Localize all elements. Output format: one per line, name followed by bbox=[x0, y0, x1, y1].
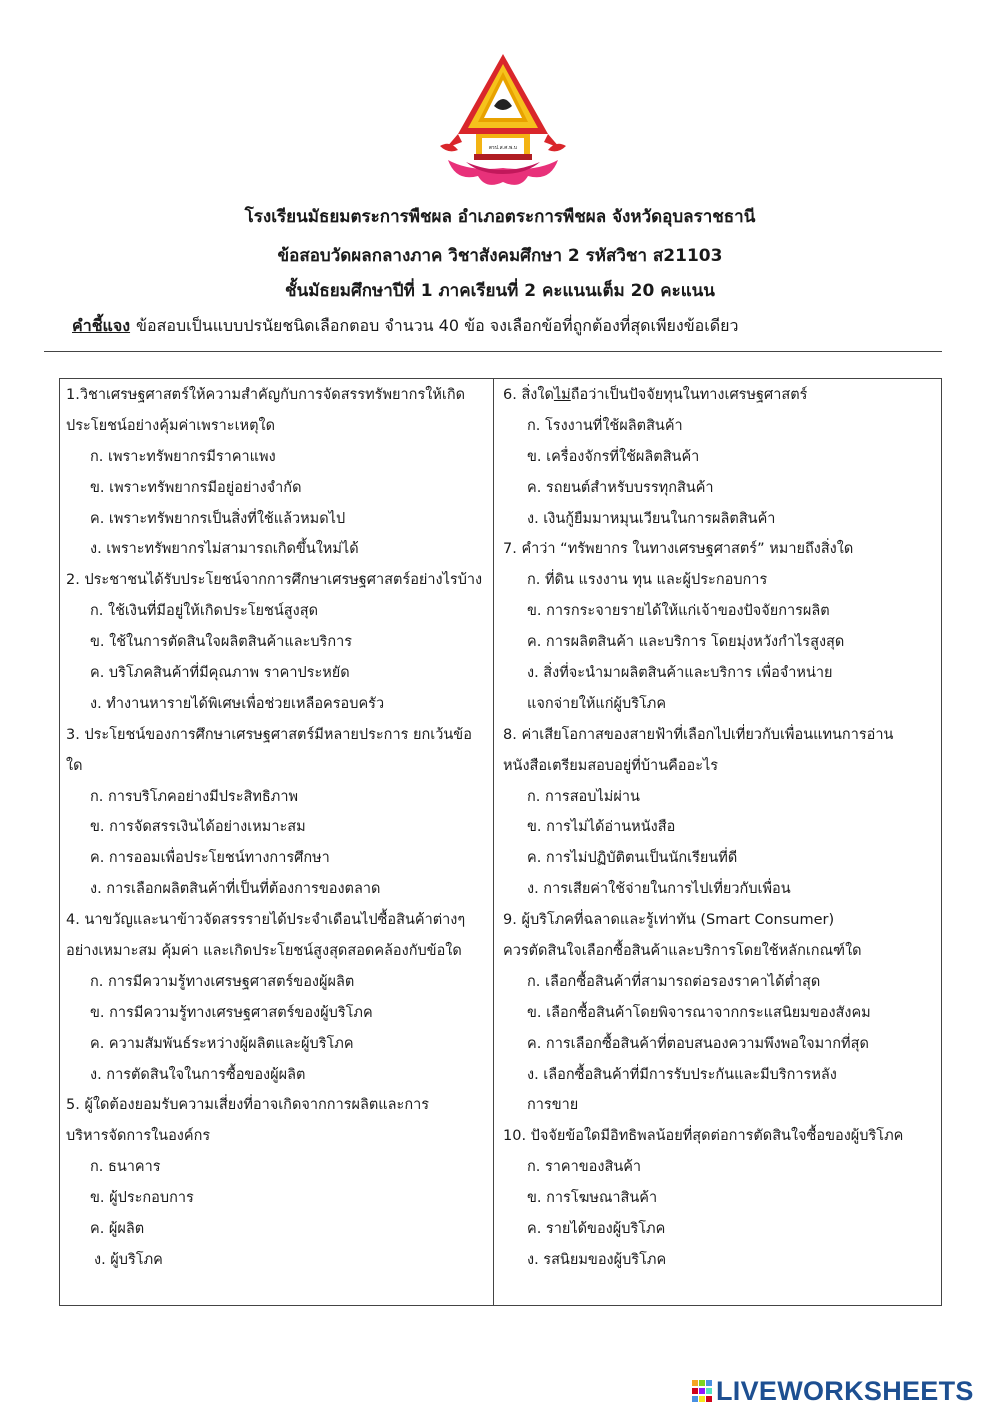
question-text: 2. ประชาชนได้รับประโยชน์จากการศึกษาเศรษฐศาสตร์อย่างไรบ้าง bbox=[66, 572, 483, 589]
answer-option: ข. การมีความรู้ทางเศรษฐศาสตร์ของผู้บริโภค bbox=[90, 1004, 373, 1021]
question-text: บริหารจัดการในองค์กร bbox=[66, 1128, 211, 1145]
answer-option: ข. การโฆษณาสินค้า bbox=[527, 1190, 658, 1207]
answer-option: ค. รายได้ของผู้บริโภค bbox=[527, 1221, 666, 1238]
answer-option: ค. การผลิตสินค้า และบริการ โดยมุ่งหวังกำไรสูงสุด bbox=[527, 634, 845, 651]
answer-option: ก. การมีความรู้ทางเศรษฐศาสตร์ของผู้ผลิต bbox=[90, 973, 355, 990]
exam-title: ข้อสอบวัดผลกลางภาค วิชาสังคมศึกษา 2 รหัสวิชา ส21103 bbox=[277, 246, 723, 266]
answer-option-continued: การขาย bbox=[527, 1097, 579, 1114]
question-text: ควรตัดสินใจเลือกซื้อสินค้าและบริการโดยใช้หลักเกณฑ์ใด bbox=[503, 943, 862, 960]
answer-option: ข. เลือกซื้อสินค้าโดยพิจารณาจากกระแสนิยมของสังคม bbox=[527, 1004, 871, 1021]
column-divider bbox=[493, 378, 494, 1306]
answer-option: ข. เครื่องจักรที่ใช้ผลิตสินค้า bbox=[527, 448, 700, 465]
answer-option: ค. ผู้ผลิต bbox=[90, 1221, 145, 1238]
answer-option: ค. ความสัมพันธ์ระหว่างผู้ผลิตและผู้บริโภค bbox=[90, 1035, 354, 1052]
answer-option: ก. การสอบไม่ผ่าน bbox=[527, 788, 640, 805]
liveworksheets-logo bbox=[692, 1377, 974, 1405]
answer-option: ข. การไม่ได้อ่านหนังสือ bbox=[527, 819, 676, 836]
exam-level: ชั้นมัธยมศึกษาปีที่ 1 ภาคเรียนที่ 2 คะแนนเต็ม 20 คะแนน bbox=[285, 281, 715, 301]
answer-option: ก. เพราะทรัพยากรมีราคาแพง bbox=[90, 448, 276, 465]
instructions bbox=[72, 315, 972, 337]
answer-option: ก. การบริโภคอย่างมีประสิทธิภาพ bbox=[90, 788, 299, 805]
question-text: ใด bbox=[66, 757, 83, 774]
answer-option: ข. เพราะทรัพยากรมีอยู่อย่างจำกัด bbox=[90, 479, 302, 496]
answer-option: ง. การเลือกผลิตสินค้าที่เป็นที่ต้องการของตลาด bbox=[90, 881, 381, 898]
question-text bbox=[503, 380, 935, 411]
instruction-label: คำชี้แจง bbox=[72, 316, 131, 335]
q6-underlined: ไม่ bbox=[553, 387, 571, 403]
school-name: โรงเรียนมัธยมตระการพืชผล อำเภอตระการพืชผล จังหวัดอุบลราชธานี bbox=[244, 207, 756, 227]
liveworksheets-wordmark: LIVEWORKSHEETS bbox=[716, 1375, 974, 1406]
answer-option: ข. การกระจายรายได้ให้แก่เจ้าของปัจจัยการผลิต bbox=[527, 603, 830, 620]
header-divider bbox=[44, 351, 942, 352]
answer-option: ค. รถยนต์สำหรับบรรทุกสินค้า bbox=[527, 479, 714, 496]
left-column bbox=[66, 380, 488, 1276]
q6-prefix: 6. สิ่งใด bbox=[503, 387, 554, 403]
answer-option: ง. เพราะทรัพยากรไม่สามารถเกิดขึ้นใหม่ได้ bbox=[90, 541, 359, 558]
school-logo bbox=[436, 50, 570, 190]
answer-option: ง. ทำงานหารายได้พิเศษเพื่อช่วยเหลือครอบครัว bbox=[90, 695, 385, 712]
question-text: หนังสือเตรียมสอบอยู่ที่บ้านคืออะไร bbox=[503, 757, 719, 774]
answer-option: ก. ธนาคาร bbox=[90, 1159, 161, 1176]
answer-option: ก. เลือกซื้อสินค้าที่สามารถต่อรองราคาได้ต่ำสุด bbox=[527, 973, 821, 990]
answer-option: ง. การเสียค่าใช้จ่ายในการไปเที่ยวกับเพื่อน bbox=[527, 881, 791, 898]
instruction-text: ข้อสอบเป็นแบบปรนัยชนิดเลือกตอบ จำนวน 40 ข้อ จงเลือกข้อที่ถูกต้องที่สุดเพียงข้อเดียว bbox=[136, 316, 739, 335]
question-text: 10. ปัจจัยข้อใดมีอิทธิพลน้อยที่สุดต่อการตัดสินใจซื้อของผู้บริโภค bbox=[503, 1128, 904, 1145]
answer-option-continued: แจกจ่ายให้แก่ผู้บริโภค bbox=[527, 695, 667, 712]
answer-option: ก. ราคาของสินค้า bbox=[527, 1159, 642, 1176]
answer-option: ข. ใช้ในการตัดสินใจผลิตสินค้าและบริการ bbox=[90, 634, 353, 651]
answer-option: ค. การเลือกซื้อสินค้าที่ตอบสนองความพึงพอใจมากที่สุด bbox=[527, 1035, 869, 1052]
q6-suffix: ถือว่าเป็นปัจจัยทุนในทางเศรษฐศาสตร์ bbox=[570, 387, 808, 403]
liveworksheets-icon bbox=[692, 1380, 712, 1402]
answer-option: ง. สิ่งที่จะนำมาผลิตสินค้าและบริการ เพื่อจำหน่าย bbox=[527, 665, 833, 682]
question-text: 3. ประโยชน์ของการศึกษาเศรษฐศาสตร์มีหลายประการ ยกเว้นข้อ bbox=[66, 726, 472, 743]
answer-option: ค. เพราะทรัพยากรเป็นสิ่งที่ใช้แล้วหมดไป bbox=[90, 510, 346, 527]
right-column bbox=[503, 380, 935, 1276]
answer-option: ก. โรงงานที่ใช้ผลิตสินค้า bbox=[527, 417, 683, 434]
answer-option: ค. การไม่ปฏิบัติตนเป็นนักเรียนที่ดี bbox=[527, 850, 738, 867]
answer-option: ง. เลือกซื้อสินค้าที่มีการรับประกันและมีบริการหลัง bbox=[527, 1066, 837, 1083]
question-text: ประโยชน์อย่างคุ้มค่าเพราะเหตุใด bbox=[66, 417, 276, 434]
answer-option: ง. เงินกู้ยืมมาหมุนเวียนในการผลิตสินค้า bbox=[527, 510, 776, 527]
question-text: 1.วิชาเศรษฐศาสตร์ให้ความสำคัญกับการจัดสรรทรัพยากรให้เกิด bbox=[66, 387, 466, 403]
question-text: 8. ค่าเสียโอกาสของสายฟ้าที่เลือกไปเที่ยวกับเพื่อนแทนการอ่าน bbox=[503, 726, 894, 743]
answer-option: ค. บริโภคสินค้าที่มีคุณภาพ ราคาประหยัด bbox=[90, 665, 350, 682]
answer-option: ก. ที่ดิน แรงงาน ทุน และผู้ประกอบการ bbox=[527, 572, 768, 589]
question-text: อย่างเหมาะสม คุ้มค่า และเกิดประโยชน์สูงสุดสอดคล้องกับข้อใด bbox=[66, 943, 462, 960]
answer-option: ง. รสนิยมของผู้บริโภค bbox=[527, 1251, 667, 1268]
question-text: 5. ผู้ใดต้องยอมรับความเสี่ยงที่อาจเกิดจากการผลิตและการ bbox=[66, 1097, 430, 1114]
answer-option: ก. ใช้เงินที่มีอยู่ให้เกิดประโยชน์สูงสุด bbox=[90, 603, 318, 620]
answer-option: ข. การจัดสรรเงินได้อย่างเหมาะสม bbox=[90, 819, 306, 836]
question-text: 9. ผู้บริโภคที่ฉลาดและรู้เท่าทัน (Smart Consumer) bbox=[503, 912, 835, 929]
question-text: 7. คำว่า “ทรัพยากร ในทางเศรษฐศาสตร์” หมายถึงสิ่งใด bbox=[503, 541, 854, 558]
svg-text:ตรป.ส.ศ.พ.บ: ตรป.ส.ศ.พ.บ bbox=[488, 145, 518, 151]
answer-option: ง. ผู้บริโภค bbox=[94, 1251, 163, 1268]
answer-option: ค. การออมเพื่อประโยชน์ทางการศึกษา bbox=[90, 850, 330, 867]
question-text: 4. นาขวัญและนาข้าวจัดสรรรายได้ประจำเดือนไปซื้อสินค้าต่างๆ bbox=[66, 912, 466, 929]
answer-option: ข. ผู้ประกอบการ bbox=[90, 1190, 194, 1207]
answer-option: ง. การตัดสินใจในการซื้อของผู้ผลิต bbox=[90, 1066, 306, 1083]
